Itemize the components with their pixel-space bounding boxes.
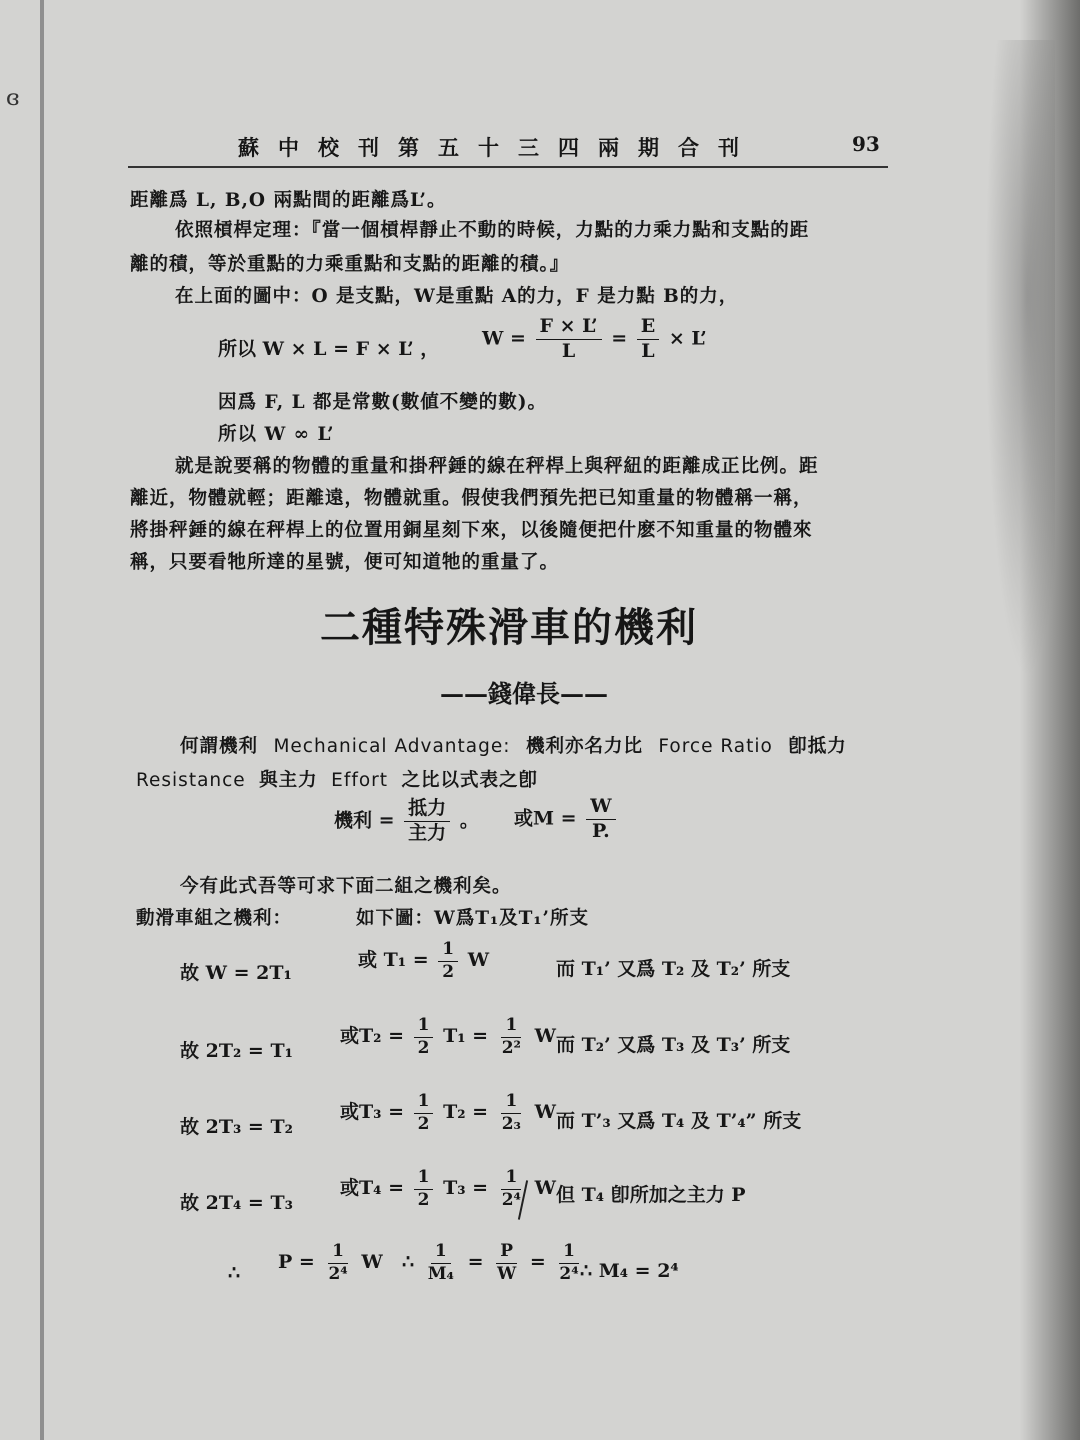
final-ratio-fraction-2-numerator: P (496, 1242, 517, 1264)
row4-fraction-1-numerator: 1 (414, 1168, 434, 1190)
row4-fraction-2-numerator: 1 (501, 1168, 521, 1190)
ma-denominator: 主力 (408, 821, 447, 844)
row3-fraction-2-denominator: 2₃ (501, 1113, 521, 1134)
lever-line-2: 依照槓桿定理：『當一個槓桿靜止不動的時候，力點的力乘力點和支點的距 (175, 220, 810, 241)
eq1-prefix: 所以 (218, 338, 257, 360)
intro1-b: Mechanical Advantage: (273, 736, 511, 757)
row3-fraction-1-denominator: 2 (417, 1113, 430, 1134)
row4-fraction-2-denominator: 2⁴ (501, 1189, 521, 1210)
final-p-denominator: 2⁴ (328, 1263, 348, 1284)
ma-end: 。 (459, 809, 479, 832)
row1-fraction-denominator: 2 (442, 961, 455, 982)
lever-paragraph-line-3: 將掛秤錘的線在秤桿上的位置用銅星刻下來，以後隨便把什麽不知重量的物體來 (130, 520, 813, 541)
pulley-row-3-col-1: 故 2T₃ = T₂ (180, 1116, 293, 1138)
eq2-fraction-2-numerator: E (637, 316, 659, 340)
final-ratio-fraction-2-denominator: W (497, 1263, 517, 1284)
final-result: ∴ M₄ = 2⁴ (580, 1260, 679, 1282)
lever-equation-1 (218, 334, 439, 361)
lever-line-1: 距離爲 L, B,O 兩點間的距離爲L’。 (130, 190, 447, 211)
eq2-equals: = (611, 327, 628, 350)
page-number: 93 (852, 132, 880, 156)
row3-fraction-1-numerator: 1 (414, 1092, 434, 1114)
row3-fraction-2 (498, 1092, 525, 1134)
row1-pre: 或 T₁ = (358, 949, 429, 972)
lever-paragraph-line-4: 稱，只要看牠所達的星號，便可知道牠的重量了。 (130, 552, 560, 573)
row2-fraction-1 (414, 1016, 434, 1058)
row3-pre: 或T₃ = (340, 1101, 404, 1124)
ma-lhs: 機利 = (334, 809, 395, 832)
header-rule (128, 166, 888, 168)
final-ratio-equals-2: = (529, 1251, 546, 1274)
lever-line-3: 離的積，等於重點的力乘重點和支點的距離的積。』 (130, 254, 570, 275)
row1-fraction-numerator: 1 (438, 940, 458, 962)
lever-equation-2 (482, 316, 707, 363)
ma-fraction (404, 798, 450, 845)
final-p-lhs: P = (278, 1251, 315, 1274)
article-line-a: 今有此式吾等可求下面二組之機利矣。 (180, 876, 512, 897)
pulley-row-2-col-3: 而 T₂’ 又爲 T₃ 及 T₃’ 所支 (556, 1034, 791, 1056)
row1-fraction (438, 940, 458, 982)
intro2-b: 與主力 (259, 770, 318, 791)
ma2-denominator: P. (591, 819, 610, 842)
eq2-fraction-2 (637, 316, 659, 363)
intro2-a: Resistance (136, 770, 246, 791)
row2-fraction-1-denominator: 2 (417, 1037, 430, 1058)
intro1-e: 卽抵力 (788, 736, 847, 757)
ma2-lhs: 或M = (514, 807, 577, 830)
intro-line-1 (180, 732, 847, 758)
row2-fraction-2-denominator: 2² (501, 1037, 521, 1058)
final-p-numerator: 1 (328, 1242, 348, 1264)
intro1-a: 何謂機利 (180, 736, 259, 757)
pulley-row-2-col-1: 故 2T₂ = T₁ (180, 1040, 293, 1062)
row4-mid: T₃ = (443, 1177, 489, 1200)
pulley-row-4-col-1: 故 2T₄ = T₃ (180, 1192, 293, 1214)
final-therefore-1: ∴ (228, 1262, 241, 1284)
row2-tail: W (534, 1025, 556, 1048)
page-stain (985, 40, 1055, 680)
eq1-body: W × L = F × L’ ， (262, 338, 440, 360)
row2-fraction-2 (498, 1016, 525, 1058)
row4-tail: W (534, 1177, 556, 1200)
final-ratio-fraction-3 (555, 1242, 582, 1284)
running-header-title: 蘇中校刊第五十三四兩期合刊 (238, 135, 758, 160)
intro2-d: 之比以式表之卽 (401, 770, 538, 791)
lever-line-4: 在上面的圖中：O 是支點，W是重點 A的力，F 是力點 B的力， (175, 286, 739, 307)
lever-line-5: 因爲 F, L 都是常數(數値不變的數)。 (218, 392, 548, 413)
final-p-fraction (324, 1242, 351, 1284)
pulley-row-1-col-1: 故 W = 2T₁ (180, 962, 292, 984)
ma2-numerator: W (586, 796, 615, 820)
row4-fraction-1 (414, 1168, 434, 1210)
article-author: ——錢偉長—— (440, 679, 608, 708)
row3-fraction-1 (414, 1092, 434, 1134)
pulley-row-1-col-2 (358, 940, 489, 982)
eq2-lhs: W = (482, 327, 526, 350)
lever-line-6: 所以 W ∞ L’ (218, 424, 335, 445)
final-ratio-equation (402, 1242, 586, 1284)
final-therefore-2: ∴ (402, 1251, 415, 1274)
intro-line-2 (136, 766, 538, 792)
row3-fraction-2-numerator: 1 (501, 1092, 521, 1114)
row2-mid: T₁ = (443, 1025, 489, 1048)
eq2-fraction-2-denominator: L (641, 339, 655, 362)
eq2-fraction-1 (536, 316, 602, 363)
intro1-c: 機利亦名力比 (525, 736, 643, 757)
pulley-row-3-col-3: 而 T’₃ 又爲 T₄ 及 T’₄” 所支 (556, 1110, 802, 1132)
ma2-fraction (586, 796, 615, 843)
eq2-fraction-1-numerator: F × L’ (536, 316, 602, 340)
pulley-row-2-col-2 (340, 1016, 556, 1058)
ma-numerator: 抵力 (404, 798, 450, 822)
lever-paragraph-line-2: 離近，物體就輕；距離遠，物體就重。假使我們預先把已知重量的物體稱一稱， (130, 488, 813, 509)
final-ratio-fraction-1 (424, 1242, 458, 1284)
mechanical-advantage-formula-2 (514, 796, 619, 843)
article-title: 二種特殊滑車的機利 (320, 604, 698, 651)
final-ratio-fraction-3-denominator: 2⁴ (559, 1263, 579, 1284)
margin-mark-icon: ɞ (6, 86, 20, 111)
final-ratio-fraction-2 (493, 1242, 520, 1284)
eq2-fraction-1-denominator: L (561, 339, 576, 362)
pulley-row-1-col-3: 而 T₁’ 又爲 T₂ 及 T₂’ 所支 (556, 958, 791, 980)
row3-tail: W (534, 1101, 556, 1124)
page-binding-edge (40, 0, 44, 1440)
final-ratio-fraction-1-numerator: 1 (431, 1242, 451, 1264)
row3-mid: T₂ = (443, 1101, 489, 1124)
row1-tail: W (467, 949, 490, 972)
row4-fraction-1-denominator: 2 (417, 1189, 430, 1210)
lever-paragraph-line-1: 就是說要稱的物體的重量和掛秤錘的線在秤桿上與秤紐的距離成正比例。距 (175, 456, 819, 477)
final-p-tail: W (361, 1251, 383, 1274)
row2-pre: 或T₂ = (340, 1025, 404, 1048)
mechanical-advantage-formula (334, 798, 479, 845)
eq2-tail: × L’ (668, 327, 707, 350)
final-ratio-fraction-3-numerator: 1 (559, 1242, 579, 1264)
intro2-c: Effort (331, 770, 389, 791)
final-ratio-equals-1: = (467, 1251, 484, 1274)
intro1-d: Force Ratio (658, 736, 773, 757)
pulley-row-4-col-3: 但 T₄ 卽所加之主力 P (556, 1184, 746, 1206)
pulley-row-3-col-2 (340, 1092, 556, 1134)
final-ratio-fraction-1-denominator: M₄ (427, 1263, 454, 1284)
final-p-equation (278, 1242, 383, 1284)
row4-pre: 或T₄ = (340, 1177, 404, 1200)
article-line-b2: 如下圖：W爲T₁及T₁’所支 (356, 908, 589, 929)
article-line-b1: 動滑車組之機利： (136, 908, 293, 929)
row2-fraction-1-numerator: 1 (414, 1016, 434, 1038)
row2-fraction-2-numerator: 1 (501, 1016, 521, 1038)
